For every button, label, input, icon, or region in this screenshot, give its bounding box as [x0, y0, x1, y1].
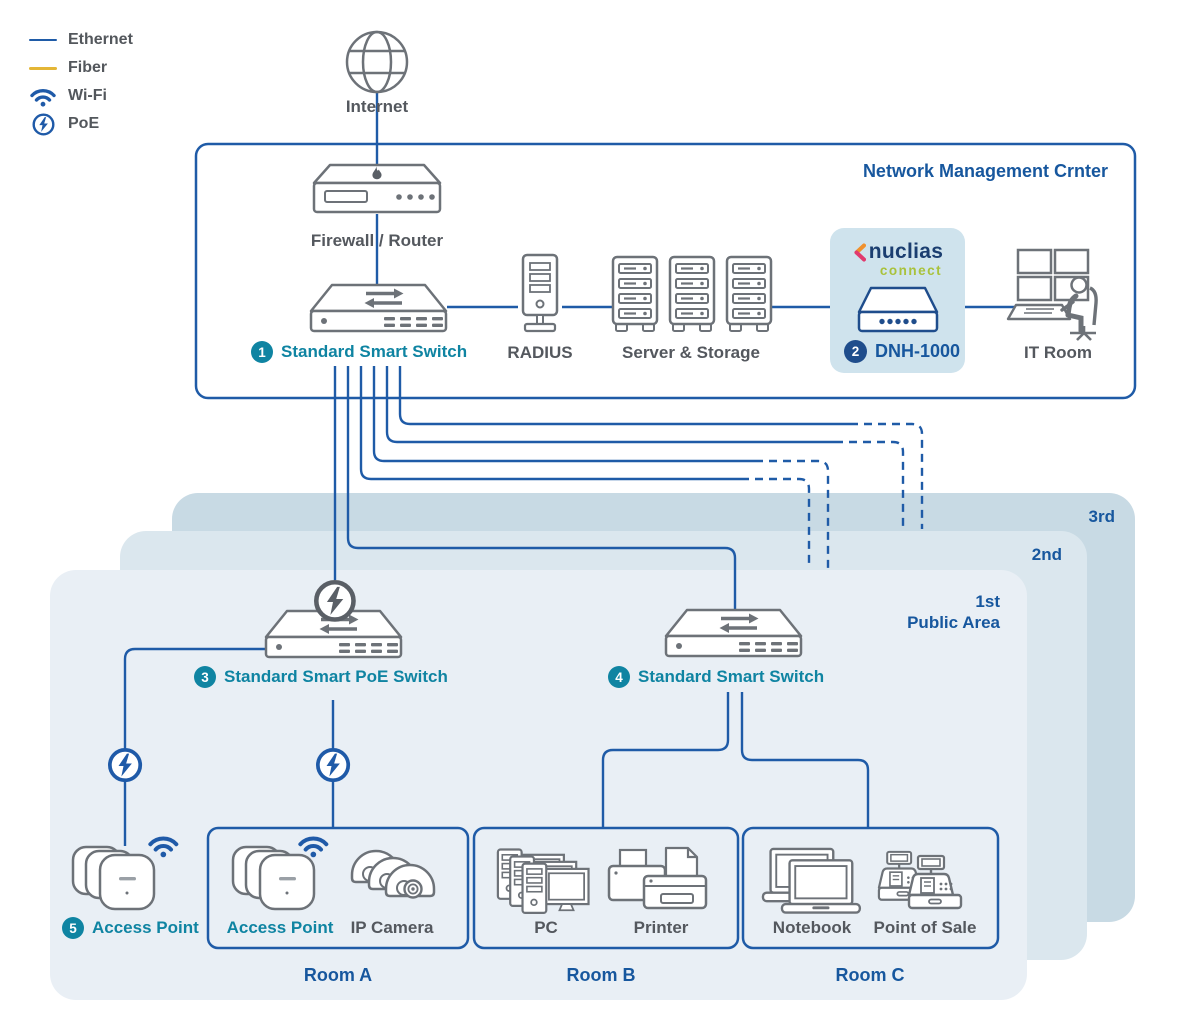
poe-icon-left [110, 750, 140, 780]
server-storage-icon [613, 257, 771, 331]
server-storage-label: Server & Storage [622, 343, 760, 362]
wifi-icon [30, 86, 56, 107]
it-room-icon [1008, 250, 1096, 340]
switch4-label: Standard Smart Switch [638, 667, 825, 686]
dnh-label: DNH-1000 [875, 341, 961, 361]
floor-2nd-label: 2nd [1031, 545, 1062, 564]
switch3-label-row [194, 666, 448, 688]
room-b-name: Room B [566, 965, 636, 985]
firewall-label: Firewall / Router [310, 231, 444, 250]
access-point-out-label: Access Point [92, 918, 199, 937]
room-b-item1-label: PC [534, 918, 558, 937]
floor-1st-label [907, 591, 1000, 633]
internet-globe-icon [347, 32, 407, 92]
it-room-label: IT Room [1024, 343, 1092, 362]
firewall-router-icon [314, 165, 440, 212]
switch1-label-row [251, 341, 467, 363]
nuclias-chevron-icon [853, 243, 866, 262]
switch4-badge: 4 [608, 666, 630, 688]
nuclias-brand: nuclias [868, 240, 944, 263]
poe-icon-mid [318, 750, 348, 780]
room-a-name: Room A [303, 965, 373, 985]
link-switch1-3rd-b [400, 366, 850, 424]
room-b-item2-label: Printer [633, 918, 689, 937]
management-title: Network Management Crnter [862, 161, 1108, 181]
access-point-out-badge: 5 [62, 917, 84, 939]
floor-3rd-label: 3rd [1088, 507, 1115, 526]
legend-fiber [28, 54, 133, 82]
radius-server-icon [523, 255, 557, 331]
legend-poe [28, 110, 133, 138]
legend-label-fiber: Fiber [68, 59, 108, 76]
nuclias-logo [838, 240, 958, 278]
access-point-out-row [62, 917, 199, 939]
link-switch1-3rd-a [387, 366, 835, 442]
legend-label-poe: PoE [68, 115, 100, 132]
room-c-item2-label: Point of Sale [873, 918, 977, 937]
dnh-1000-icon [859, 288, 937, 331]
legend-ethernet [28, 26, 133, 54]
ethernet-line-swatch [29, 39, 57, 42]
floor-1st-number: 1st [975, 592, 1000, 611]
legend-wifi [28, 82, 133, 110]
fiber-line-swatch [29, 67, 57, 70]
switch1-icon [311, 285, 446, 331]
switch4-icon [666, 610, 801, 656]
poe-icon [32, 113, 55, 136]
legend [28, 26, 133, 138]
room-a-item2-label: IP Camera [350, 918, 434, 937]
nuclias-connect: connect [879, 263, 943, 278]
link-switch1-2nd-b [374, 366, 755, 461]
switch3-badge: 3 [194, 666, 216, 688]
switch3-poe-icon [316, 582, 353, 619]
dnh-badge: 2 [844, 340, 867, 363]
floor-1st-sublabel: Public Area [907, 613, 1000, 632]
room-c-item1-label: Notebook [772, 918, 852, 937]
dnh-label-row [844, 340, 960, 363]
switch3-label: Standard Smart PoE Switch [224, 667, 448, 686]
internet-label: Internet [345, 97, 409, 116]
radius-label: RADIUS [507, 343, 573, 362]
room-c-name: Room C [835, 965, 905, 985]
legend-label-ethernet: Ethernet [68, 31, 133, 48]
switch4-label-row [608, 666, 824, 688]
switch1-badge: 1 [251, 341, 273, 363]
room-a-item1-label: Access Point [226, 918, 334, 937]
legend-label-wifi: Wi-Fi [68, 87, 107, 104]
switch1-label: Standard Smart Switch [281, 342, 468, 361]
